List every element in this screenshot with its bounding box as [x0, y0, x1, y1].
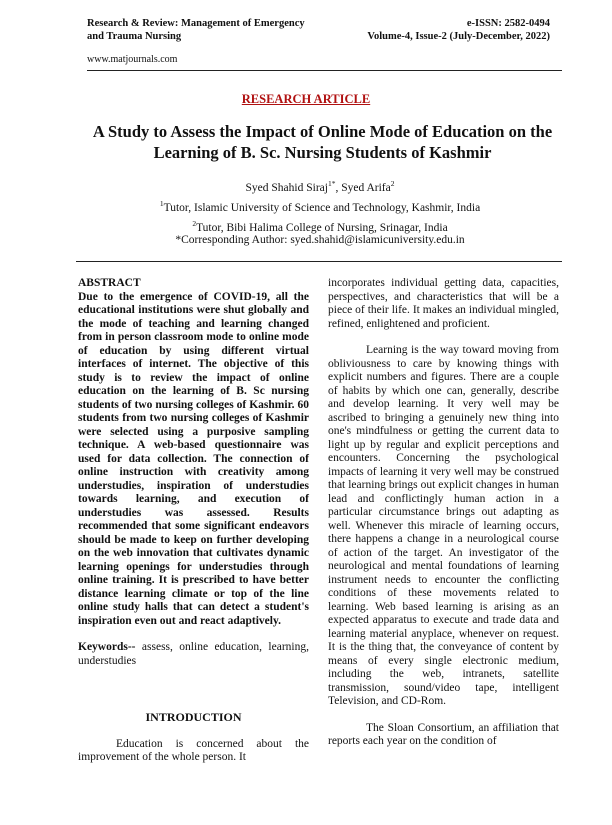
- introduction-heading: INTRODUCTION: [145, 710, 242, 724]
- keywords: [78, 641, 309, 668]
- author-2-mark: 2: [390, 179, 395, 188]
- abstract-heading: ABSTRACT: [78, 277, 141, 289]
- author-1-mark: 1*: [327, 179, 336, 188]
- right-column: [328, 277, 559, 749]
- introduction-paragraph-1: Education is concerned about the improvement of the whole person. It: [78, 737, 309, 763]
- abstract-body: Due to the emergence of COVID-19, all the educational institutions were shut globally and the mode of teaching and learning changed from in person classroom mode to online mode of education by using different virtual interfaces of internet. The objective of this study is to review the impact of online education on the learning of B. Sc nursing students of two nursing colleges of Kashmir. 60 students from two nursing colleges of Kashmir were selected using a purposive sampling technique. A web-based questionnaire was used for data collection. The connection of online instruction with creativity among understudies, inspiration of understudies towards learning, and execution of understudies was assessed. Results recommended that some significant endeavors should be made to keep on further developing on the web innovation that cultivates dynamic learning openings for understudies through online training. It is prescribed to have better distance learning climate or top of the line online study halls that can detect a student's inspiration even out and react adaptively.: [78, 290, 309, 627]
- author-block: [0, 176, 612, 235]
- paper-title: [75, 121, 570, 163]
- keywords-label: Keywords--: [78, 641, 136, 653]
- introduction-paragraph-1-continued: incorporates individual getting data, capacities, perspectives, and characteristics that will be a piece of their life. It makes an individual mingled, refined, enlightened and proficient.: [328, 277, 559, 330]
- journal-name-line2: and Trauma Nursing: [87, 31, 182, 42]
- affiliation-2-mark: 2: [192, 218, 197, 228]
- affiliation-1-text: Tutor, Islamic University of Science and Technology, Kashmir, India: [163, 201, 481, 214]
- section-divider: [76, 261, 562, 262]
- header-divider: [87, 70, 562, 71]
- affiliation-2-text: Tutor, Bibi Halima College of Nursing, Srinagar, India: [196, 221, 448, 234]
- volume-issue: Volume-4, Issue-2 (July-December, 2022): [367, 31, 550, 42]
- journal-website: www.matjournals.com: [87, 54, 178, 65]
- paper-title-line2: Learning of B. Sc. Nursing Students of Kashmir: [153, 143, 492, 162]
- keywords-text: assess, online education, learning, understudies: [78, 641, 309, 667]
- affiliation-1: [0, 196, 612, 216]
- left-column: [78, 277, 309, 765]
- introduction-paragraph-2: Learning is the way toward moving from obliviousness to care by knowing things with explicit numbers and figures. There are a couple of habits by which one can, generally, describe and develop learning. It very well may be ascribed to bringing a genuinely new thing into one's mindfulness or getting the current data to light up by regular and explicit perceptions and encounters. Concerning the psychological impacts of learning it very well may be construed that learning brings out explicit changes in human lead and conflictingly human action in a particular circumstance brings out adapting as well. Whenever this miracle of learning occurs, there happens a change in a neurological course of action of the target. An investigator of the neurological and mental foundations of learning instrument needs to encounter the conflicting conditions of these movements related to learning. Web based learning is arising as an expected apparatus to execute and trade data and learning material anyplace, whenever on request. It is the thing that, the conveyance of content by means of every single electronic medium, including the web, intranets, satellite transmission, sound/video tape, intelligent Television, and CD-Rom.: [328, 344, 559, 707]
- article-type-label: [0, 90, 612, 108]
- journal-name-line1: Research & Review: Management of Emergency: [87, 18, 305, 29]
- paper-title-line1: A Study to Assess the Impact of Online Mode of Education on the: [92, 122, 553, 141]
- affiliation-2: [0, 216, 612, 236]
- issn: e-ISSN: 2582-0494: [466, 18, 550, 29]
- affiliation-1-mark: 1: [159, 198, 164, 208]
- article-type-text: RESEARCH ARTICLE: [241, 92, 371, 106]
- author-names: [0, 176, 612, 196]
- introduction-paragraph-3: The Sloan Consortium, an affiliation that reports each year on the condition of: [328, 721, 559, 747]
- journal-name: [87, 17, 305, 43]
- author-2: , Syed Arifa: [335, 181, 391, 194]
- corresponding-author: *Corresponding Author: syed.shahid@islamicuniversity.edu.in: [175, 234, 465, 246]
- author-1: Syed Shahid Siraj: [245, 181, 328, 194]
- journal-issue-info: [367, 17, 550, 43]
